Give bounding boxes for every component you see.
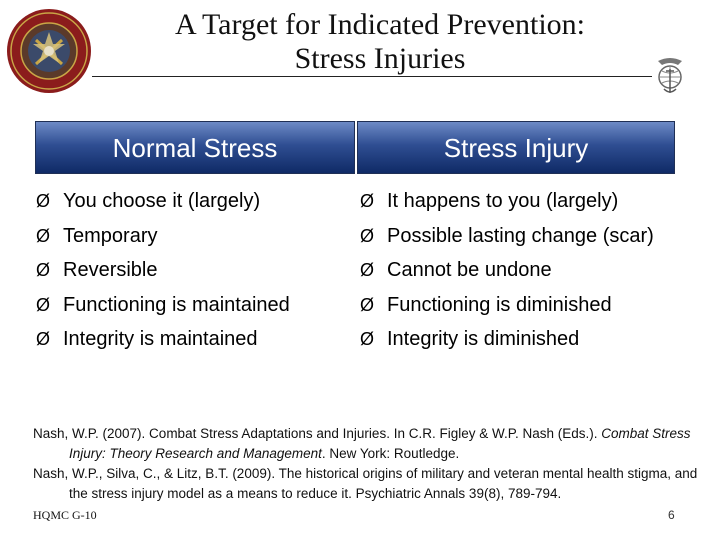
list-item — [360, 184, 654, 219]
list-item-text: Reversible — [63, 259, 158, 281]
stress-injury-header: Stress Injury — [357, 121, 675, 174]
eagle-globe-anchor-icon — [650, 55, 690, 97]
arrow-bullet-icon: Ø — [36, 225, 51, 246]
list-item-text: Functioning is diminished — [387, 293, 612, 316]
list-item-text: You choose it (largely) — [63, 190, 261, 212]
references — [33, 424, 698, 504]
list-item-text: Integrity is diminished — [387, 328, 580, 350]
arrow-bullet-icon: Ø — [360, 191, 375, 211]
list-item — [360, 288, 654, 323]
unit-seal-icon — [6, 8, 92, 94]
reference-2: Nash, W.P., Silva, C., & Litz, B.T. (2009). The historical origins of military and veteran mental health stigma, and the stress injury model as a means to reduce it. Psychiatric Annals 39(8), 789-794. — [33, 466, 698, 501]
title-line-1: A Target for Indicated Prevention: — [174, 8, 585, 41]
arrow-bullet-icon: Ø — [360, 294, 375, 315]
list-item — [360, 219, 654, 254]
normal-stress-list — [36, 184, 290, 357]
arrow-bullet-icon: Ø — [360, 225, 375, 246]
arrow-bullet-icon: Ø — [360, 329, 375, 349]
list-item — [36, 219, 290, 254]
list-item — [360, 322, 654, 357]
title-divider — [92, 76, 652, 77]
stress-injury-list — [360, 184, 654, 357]
slide-title — [110, 8, 650, 76]
list-item-text: Temporary — [63, 224, 158, 247]
footer-label: HQMC G-10 — [33, 508, 97, 522]
list-item-text: Possible lasting change (scar) — [387, 224, 654, 247]
list-item — [36, 184, 290, 219]
list-item — [36, 288, 290, 323]
list-item-text: Integrity is maintained — [63, 328, 258, 350]
arrow-bullet-icon: Ø — [36, 329, 51, 349]
arrow-bullet-icon: Ø — [36, 260, 51, 280]
arrow-bullet-icon: Ø — [36, 294, 51, 315]
normal-stress-header: Normal Stress — [35, 121, 355, 174]
title-line-2: Stress Injuries — [294, 42, 466, 75]
reference-1: Nash, W.P. (2007). Combat Stress Adaptations and Injuries. In C.R. Figley & W.P. Nash (Eds.). Combat Stress Injury: Theory Research and Management. New York: Routledge. — [33, 426, 691, 461]
list-item — [36, 253, 290, 288]
page-number: 6 — [668, 508, 675, 522]
list-item — [360, 253, 654, 288]
list-item — [36, 322, 290, 357]
list-item-text: Functioning is maintained — [63, 293, 290, 316]
arrow-bullet-icon: Ø — [360, 260, 375, 280]
list-item-text: Cannot be undone — [387, 259, 552, 281]
arrow-bullet-icon: Ø — [36, 191, 51, 211]
list-item-text: It happens to you (largely) — [387, 190, 619, 212]
